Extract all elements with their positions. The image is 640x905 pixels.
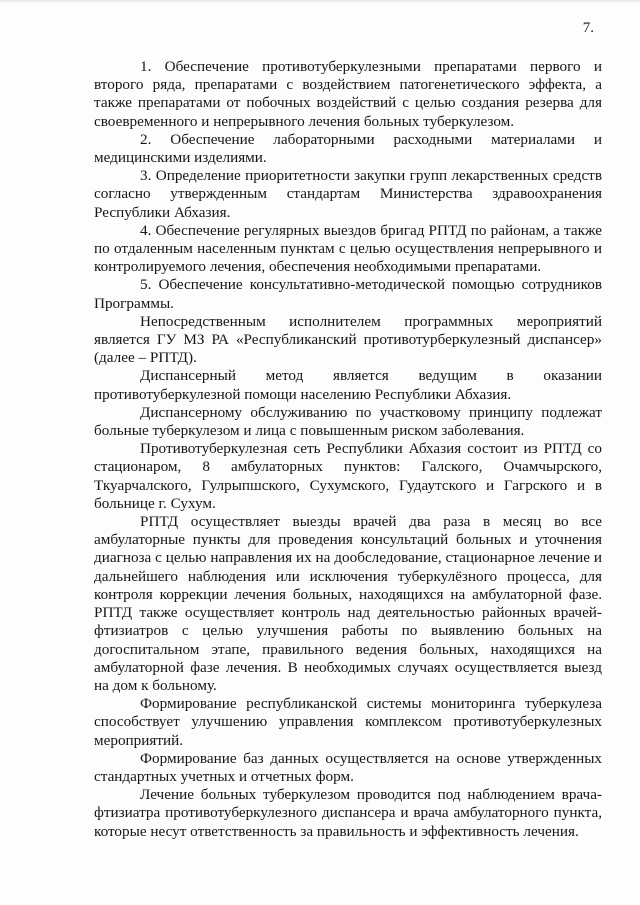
- paragraph-treatment: Лечение больных туберкулезом проводится под наблюдением врача-фтизиатра противотуберкулезного диспансера и врача амбулаторного пункта, которые несут ответственность за правильность и эффективность лечения.: [94, 786, 602, 840]
- paragraph-monitoring: Формирование республиканской системы мониторинга туберкулеза способствует улучшению управления комплексом противотуберкулезных мероприятий.: [94, 695, 602, 749]
- paragraph-rptd-visits: РПТД осуществляет выезды врачей два раза в месяц во все амбулаторные пункты для проведения консультаций больных и уточнения диагноза с целью направления их на дообследование, стационарное лечение и дальнейшего наблюдения или исключения туберкулёзного процесса, для контроля коррекции лечения больных, находящихся на амбулаторной фазе. РПТД также осуществляет контроль над деятельностью районных врачей-фтизиатров с целью улучшения работы по выявлению больных на догоспитальном этапе, правильного ведения больных, находящихся на амбулаторной фазе лечения. В необходимых случаях осуществляется выезд на дом к больному.: [94, 513, 602, 694]
- paragraph-executor: Непосредственным исполнителем программных мероприятий является ГУ МЗ РА «Республиканский противотурберкулезный диспансер» (далее – РПТД).: [94, 312, 602, 367]
- paragraph-dispensary-method: Диспансерный метод является ведущим в оказании противотуберкулезной помощи населению Республики Абхазия.: [94, 367, 602, 403]
- paragraph-dispensary-service: Диспансерному обслуживанию по участковому принципу подлежат больные туберкулезом и лица с повышенным риском заболевания.: [94, 403, 602, 440]
- document-body: [94, 58, 602, 841]
- paragraph-item-3: 3. Определение приоритетности закупки групп лекарственных средств согласно утвержденным стандартам Министерства здравоохранения Республики Абхазия.: [94, 167, 602, 221]
- paragraph-item-5: 5. Обеспечение консультативно-методической помощью сотрудников Программы.: [94, 276, 602, 312]
- paragraph-item-4: 4. Обеспечение регулярных выездов бригад РПТД по районам, а также по отдаленным населенным пунктам с целью осуществления непрерывного и контролируемого лечения, обеспечения необходимыми препаратами.: [94, 221, 602, 276]
- page-number: 7.: [582, 20, 594, 36]
- paragraph-tb-network: Противотуберкулезная сеть Республики Абхазия состоит из РПТД со стационаром, 8 амбулаторных пунктов: Галского, Очамчырского, Ткуарчалского, Гулрыпшского, Сухумского, Гудаутского и Гагрского и в больнице г. Сухум.: [94, 440, 602, 512]
- paragraph-item-1: 1. Обеспечение противотуберкулезными препаратами первого и второго ряда, препаратами с воздействием патогенетического эффекта, а также препаратами от побочных воздействий с целью создания резерва для своевременного и непрерывного лечения больных туберкулезом.: [94, 58, 602, 130]
- paragraph-item-2: 2. Обеспечение лабораторными расходными материалами и медицинскими изделиями.: [94, 130, 602, 167]
- scan-edge: [0, 0, 640, 3]
- paragraph-databases: Формирование баз данных осуществляется на основе утвержденных стандартных учетных и отчетных форм.: [94, 749, 602, 785]
